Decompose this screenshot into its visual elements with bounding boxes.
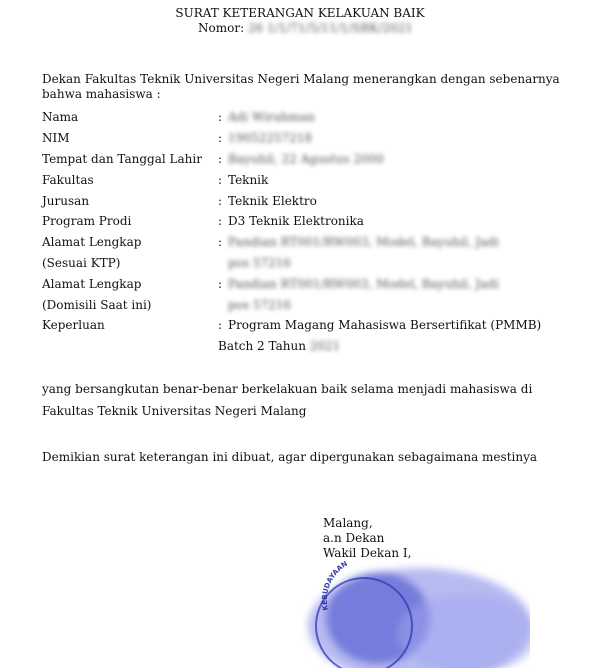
signature-place: Malang, [323,516,373,530]
document-title: SURAT KETERANGAN KELAKUAN BAIK [175,6,425,20]
field-colon: : [218,173,223,187]
field-prodi [42,215,562,229]
signature-an: a.n Dekan [323,531,385,545]
statement-line-2: Fakultas Teknik Universitas Negeri Malang [42,404,307,418]
field-keperluan [42,319,562,333]
field-nama [42,111,562,125]
field-keperluan-cont [42,340,562,354]
field-colon: : [218,235,223,249]
intro-line-2: bahwa mahasiswa : [42,87,161,101]
field-value: Pandian RT001/RW003, Model, Bayuhil, Jadi [228,235,499,249]
field-alamat-domisili-cont [42,299,562,313]
batch-label: Batch 2 Tahun [218,339,306,353]
field-label: (Domisili Saat ini) [42,298,152,312]
field-value: Bayuhil, 22 Agustus 2000 [228,152,384,166]
statement-line-1: yang bersangkutan benar-benar berkelakuan baik selama menjadi mahasiswa di [42,382,533,396]
field-label: Tempat dan Tanggal Lahir [42,152,202,166]
field-value: pos 57216 [228,256,292,270]
field-label: Nama [42,110,79,124]
document-number [198,22,413,34]
field-label: NIM [42,131,70,145]
field-colon: : [218,131,223,145]
field-value-cont [218,340,340,352]
field-label: Jurusan [42,194,90,208]
field-label: (Sesuai KTP) [42,256,121,270]
field-colon: : [218,277,223,291]
field-value: Pandian RT001/RW003, Model, Bayuhil, Jadi [228,277,499,291]
field-jurusan [42,195,562,209]
field-value: Adi Wirahman [228,110,315,124]
document-number-label: Nomor: [198,21,245,35]
field-colon: : [218,214,223,228]
field-alamat-domisili [42,278,562,292]
document-number-value: 26 1/1/71/5/11/1/SBK/2021 [247,21,413,35]
field-value: Program Magang Mahasiswa Bersertifikat (PMMB) [228,318,542,332]
closing-statement: Demikian surat keterangan ini dibuat, agar dipergunakan sebagaimana mestinya [42,450,538,464]
signature-title: Wakil Dekan I, [323,546,412,560]
field-ttl [42,153,562,167]
batch-year: 2021 [309,339,341,353]
field-value: pos 57216 [228,298,292,312]
intro-line-1: Dekan Fakultas Teknik Universitas Negeri Malang menerangkan dengan sebenarnya [42,72,560,86]
stamp-text: KEBUDAYAAN [320,559,350,612]
field-colon: : [218,194,223,208]
field-label: Program Prodi [42,214,132,228]
field-colon: : [218,152,223,166]
field-label: Alamat Lengkap [42,235,142,249]
field-colon: : [218,110,223,124]
field-label: Alamat Lengkap [42,277,142,291]
field-colon: : [218,318,223,332]
field-alamat-ktp-cont [42,257,562,271]
field-nim [42,132,562,146]
field-label: Keperluan [42,318,105,332]
official-stamp [300,548,530,668]
field-value: D3 Teknik Elektronika [228,214,364,228]
field-value: Teknik [228,173,269,187]
field-value: 19052257218 [228,131,312,145]
field-value: Teknik Elektro [228,194,317,208]
field-alamat-ktp [42,236,562,250]
stamp-seal-icon [300,548,530,668]
field-label: Fakultas [42,173,94,187]
field-fakultas [42,174,562,188]
